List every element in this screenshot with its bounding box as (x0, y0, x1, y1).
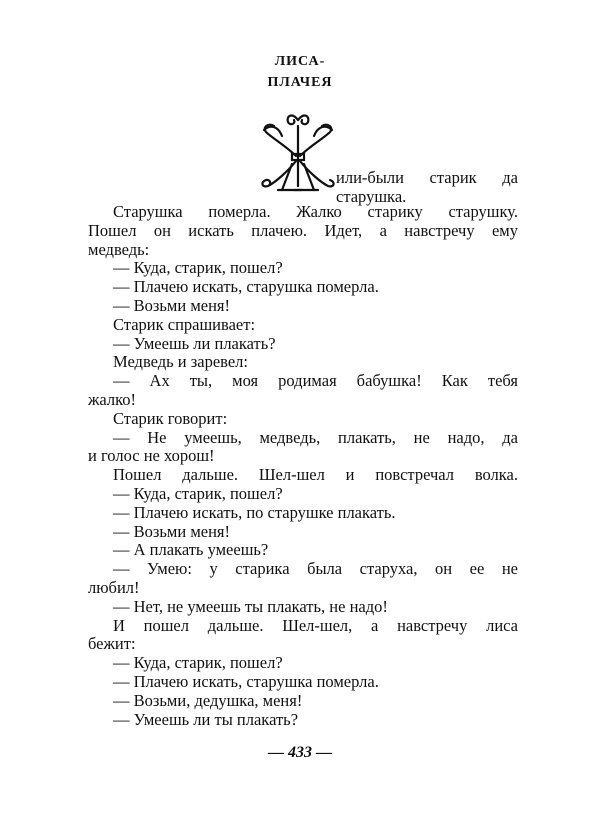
story-title-line-2: ПЛАЧЕЯ (267, 75, 333, 90)
lead-line-2: старушка. (336, 187, 407, 206)
text-line: — Плачею искать, старушка померла. (113, 277, 379, 297)
text-line: — Умеешь ли ты плакать? (113, 709, 299, 729)
text-line: И пошел дальше. Шел-шел, а навстречу лиса (113, 616, 518, 635)
text-line: — Ах ты, моя родимая бабушка! Как тебя (113, 372, 518, 391)
text-line: — Куда, старик, пошел? (113, 483, 283, 503)
text-line: бежит: (88, 634, 136, 654)
text-line: Пошел дальше. Шел-шел и повстречал волка. (113, 466, 518, 485)
text-line: жалко! (88, 389, 137, 409)
text-line: — Возьми меня! (113, 295, 230, 315)
text-line: — Возьми меня! (113, 521, 230, 541)
text-line: Медведь и заревел: (113, 352, 249, 372)
text-line: — Возьми, дедушка, меня! (113, 690, 303, 710)
text-line: — Умею: у старика была старуха, он ее не (113, 560, 518, 579)
text-line: Старик говорит: (113, 408, 228, 428)
text-line: — Куда, старик, пошел? (113, 653, 283, 673)
page-number: — 433 — (268, 744, 332, 761)
text-line: — Плачею искать, по старушке плакать. (113, 502, 396, 522)
text-line: — Не умеешь, медведь, плакать, не надо, да (113, 428, 518, 447)
story-title-line-1: ЛИСА- (274, 54, 326, 69)
text-line: Пошел он искать плачею. Идет, а навстречу ему (88, 221, 518, 240)
lead-line-1: или-были старик да (336, 168, 518, 187)
text-line: и голос не хорош! (88, 446, 215, 466)
ornamental-drop-cap-icon (258, 106, 338, 194)
text-line: медведь: (88, 239, 150, 259)
text-line: Старушка померла. Жалко старику старушку. (113, 203, 518, 221)
text-line: — Куда, старик, пошел? (113, 258, 283, 278)
story-text (88, 203, 518, 729)
text-line: Старик спрашивает: (113, 314, 256, 334)
text-line: — Умеешь ли плакать? (113, 333, 276, 353)
text-line: любил! (88, 577, 140, 597)
text-line: — А плакать умеешь? (113, 540, 269, 560)
text-line: — Плачею искать, старушка померла. (113, 671, 379, 691)
text-line: — Нет, не умеешь ты плакать, не надо! (113, 596, 388, 616)
